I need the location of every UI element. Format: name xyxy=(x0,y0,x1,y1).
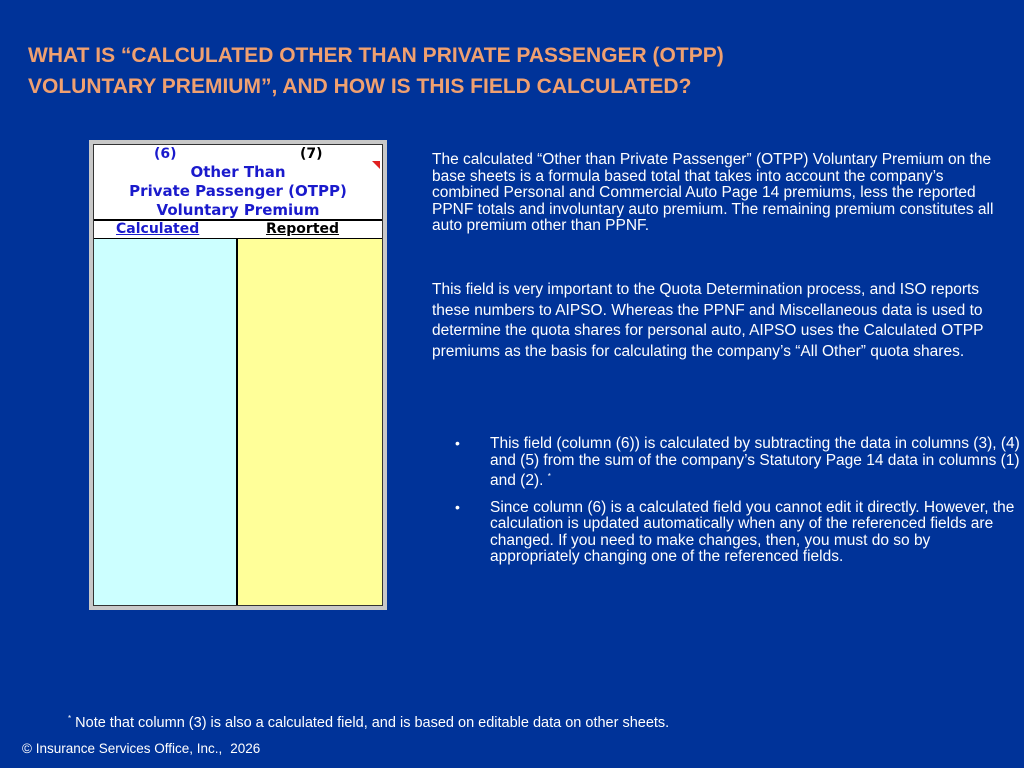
footnote-text: Note that column (3) is also a calculated field, and is based on editable data on other sheets. xyxy=(71,714,670,731)
bullet-icon: • xyxy=(455,435,460,451)
spreadsheet-header xyxy=(94,145,382,221)
bullet-item-2-text: Since column (6) is a calculated field you cannot edit it directly. However, the calculation is updated automatically when any of the referenced fields are changed. If you need to make changes, then, you must do so by appropriately changing one of the referenced fields. xyxy=(490,498,1015,566)
reported-column-label: Reported xyxy=(266,221,340,237)
copyright-footer xyxy=(22,741,260,756)
slide-title-line-2: VOLUNTARY PREMIUM”, AND HOW IS THIS FIELD CALCULATED? xyxy=(28,75,692,98)
footnote-marker: * xyxy=(68,714,72,723)
slide-title xyxy=(28,40,988,102)
reported-column-cells xyxy=(238,239,382,605)
header-line-3: Voluntary Premium xyxy=(156,201,320,219)
bullet-list xyxy=(455,436,1020,576)
bullet-item-2 xyxy=(455,500,1020,566)
copyright-year: 2026 xyxy=(230,741,261,756)
bullet-item-1-text: This field (column (6)) is calculated by subtracting the data in columns (3), (4) and (5) from the sum of the company’s Statutory Page 14 data in columns (1) and (2). xyxy=(490,435,1020,490)
bullet-icon: • xyxy=(455,498,460,515)
calculated-column-cells xyxy=(94,239,238,605)
importance-paragraph: This field is very important to the Quota Determination process, and ISO reports these numbers to AIPSO. Whereas the PPNF and Miscellaneous data is used to determine the quota shares for personal auto, AIPSO uses the Calculated OTPP premiums as the basis for calculating the company’s “All Other” quota shares. xyxy=(432,281,984,360)
spreadsheet-frame xyxy=(93,144,383,606)
slide-title-line-1: WHAT IS “CALCULATED OTHER THAN PRIVATE PASSENGER (OTPP) xyxy=(28,44,724,67)
copyright-text: © Insurance Services Office, Inc., xyxy=(22,741,223,756)
footnote xyxy=(68,714,669,731)
bullet-item-1 xyxy=(455,436,1020,490)
column-7-number: (7) xyxy=(300,146,323,162)
spreadsheet-excerpt xyxy=(89,140,387,610)
footnote-marker: * xyxy=(547,472,551,481)
header-line-1: Other Than xyxy=(190,163,286,181)
column-6-number: (6) xyxy=(154,146,177,162)
description-paragraph: The calculated “Other than Private Passenger” (OTPP) Voluntary Premium on the base sheets is a formula based total that takes into account the company’s combined Personal and Commercial Auto Page 14 premiums, less the reported PPNF totals and involuntary auto premium. The remaining premium constitutes all auto premium other than PPNF. xyxy=(432,151,994,234)
calculated-column-label: Calculated xyxy=(116,221,200,237)
column-subheader-row xyxy=(94,220,382,240)
header-line-2: Private Passenger (OTPP) xyxy=(129,182,347,200)
